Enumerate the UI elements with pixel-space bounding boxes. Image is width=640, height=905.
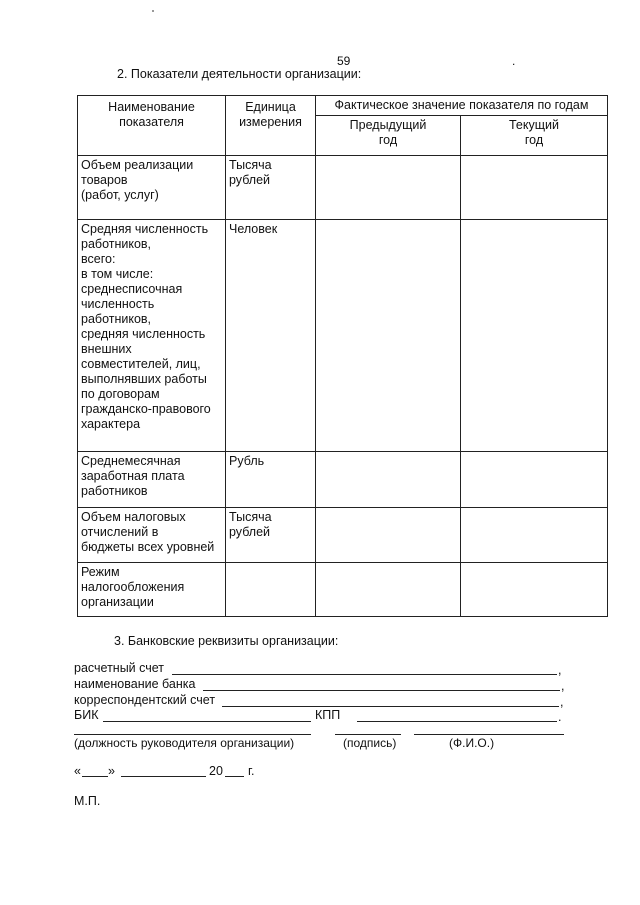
cell-line: Человек — [229, 222, 278, 236]
cell-line: Тысяча — [229, 510, 272, 524]
page-number: 59 — [337, 54, 351, 68]
cell-line: совместителей, лиц, — [81, 357, 201, 371]
position-field[interactable] — [74, 734, 311, 735]
signature-caption: (подпись) — [343, 736, 397, 750]
corr-account-comma: , — [560, 695, 564, 709]
cell-line: работников, — [81, 237, 152, 251]
previous-year-cell[interactable] — [316, 508, 461, 563]
header-current-year: Текущий год — [461, 116, 608, 156]
cell-line: заработная плата — [81, 469, 185, 483]
previous-year-cell[interactable] — [316, 156, 461, 220]
cell-line: Режим — [81, 565, 120, 579]
cell-line: работников, — [81, 312, 152, 326]
cell-line: средняя численность — [81, 327, 206, 341]
fio-field[interactable] — [414, 734, 564, 735]
table-row — [78, 452, 608, 508]
current-year-cell[interactable] — [461, 220, 608, 452]
current-year-cell[interactable] — [461, 156, 608, 220]
cell-line: характера — [81, 417, 141, 431]
date-year-suffix: г. — [248, 764, 255, 778]
table-row — [78, 563, 608, 617]
row-unit — [226, 452, 316, 508]
cell-line: товаров — [81, 173, 128, 187]
account-field[interactable] — [172, 674, 557, 675]
cell-line: среднесписочная — [81, 282, 183, 296]
current-year-cell[interactable] — [461, 563, 608, 617]
row-name — [78, 563, 226, 617]
account-comma: , — [558, 663, 562, 677]
cell-line: всего: — [81, 252, 116, 266]
previous-year-cell[interactable] — [316, 452, 461, 508]
date-day-field[interactable] — [82, 776, 108, 777]
current-year-cell[interactable] — [461, 508, 608, 563]
scan-speck — [152, 10, 154, 12]
row-name — [78, 508, 226, 563]
cell-line: численность — [81, 297, 155, 311]
section-2-title: 2. Показатели деятельности организации: — [117, 67, 362, 81]
bank-name-field[interactable] — [203, 690, 560, 691]
cell-line: гражданско-правового — [81, 402, 211, 416]
cell-line: Средняя численность — [81, 222, 209, 236]
row-unit — [226, 156, 316, 220]
cell-line: бюджеты всех уровней — [81, 540, 215, 554]
cell-line: выполнявших работы — [81, 372, 207, 386]
previous-year-cell[interactable] — [316, 220, 461, 452]
row-unit — [226, 508, 316, 563]
date-close-quote: » — [108, 764, 115, 778]
row-unit — [226, 563, 316, 617]
table-row — [78, 220, 608, 452]
cell-line: по договорам — [81, 387, 160, 401]
cell-line: Рубль — [229, 454, 265, 468]
header-unit: Единица измерения — [226, 96, 316, 156]
cell-line: в том числе: — [81, 267, 154, 281]
date-open-quote: « — [74, 764, 81, 778]
cell-line: Объем реализации — [81, 158, 194, 172]
bank-name-comma: , — [561, 679, 565, 693]
cell-line: организации — [81, 595, 154, 609]
current-year-cell[interactable] — [461, 452, 608, 508]
bank-name-label: наименование банка — [74, 677, 196, 691]
signature-field[interactable] — [335, 734, 401, 735]
row-name — [78, 452, 226, 508]
kpp-label: КПП — [315, 708, 341, 722]
cell-line: работников — [81, 484, 148, 498]
date-month-field[interactable] — [121, 776, 206, 777]
indicators-table — [77, 95, 608, 617]
cell-line: рублей — [229, 525, 271, 539]
header-actual: Фактическое значение показателя по годам — [316, 96, 608, 116]
row-unit — [226, 220, 316, 452]
cell-line: Тысяча — [229, 158, 272, 172]
date-year-prefix: 20 — [209, 764, 223, 778]
kpp-field[interactable] — [357, 721, 557, 722]
cell-line: Объем налоговых — [81, 510, 186, 524]
bik-label: БИК — [74, 708, 99, 722]
stamp-place: М.П. — [74, 794, 101, 808]
header-name: Наименование показателя — [78, 96, 226, 156]
kpp-period: . — [558, 710, 562, 724]
section-3-title: 3. Банковские реквизиты организации: — [114, 634, 339, 648]
bik-field[interactable] — [103, 721, 311, 722]
account-label: расчетный счет — [74, 661, 165, 675]
fio-caption: (Ф.И.О.) — [449, 736, 495, 750]
corr-account-field[interactable] — [222, 706, 559, 707]
table-row — [78, 508, 608, 563]
cell-line: внешних — [81, 342, 132, 356]
table-row — [78, 156, 608, 220]
page-mark: . — [512, 54, 516, 68]
header-previous-year: Предыдущий год — [316, 116, 461, 156]
cell-line: (работ, услуг) — [81, 188, 159, 202]
cell-line: налогообложения — [81, 580, 185, 594]
previous-year-cell[interactable] — [316, 563, 461, 617]
cell-line: отчислений в — [81, 525, 159, 539]
date-year-field[interactable] — [225, 776, 244, 777]
cell-line: рублей — [229, 173, 271, 187]
cell-line: Среднемесячная — [81, 454, 181, 468]
row-name — [78, 220, 226, 452]
position-caption: (должность руководителя организации) — [74, 736, 295, 750]
corr-account-label: корреспондентский счет — [74, 693, 216, 707]
row-name — [78, 156, 226, 220]
